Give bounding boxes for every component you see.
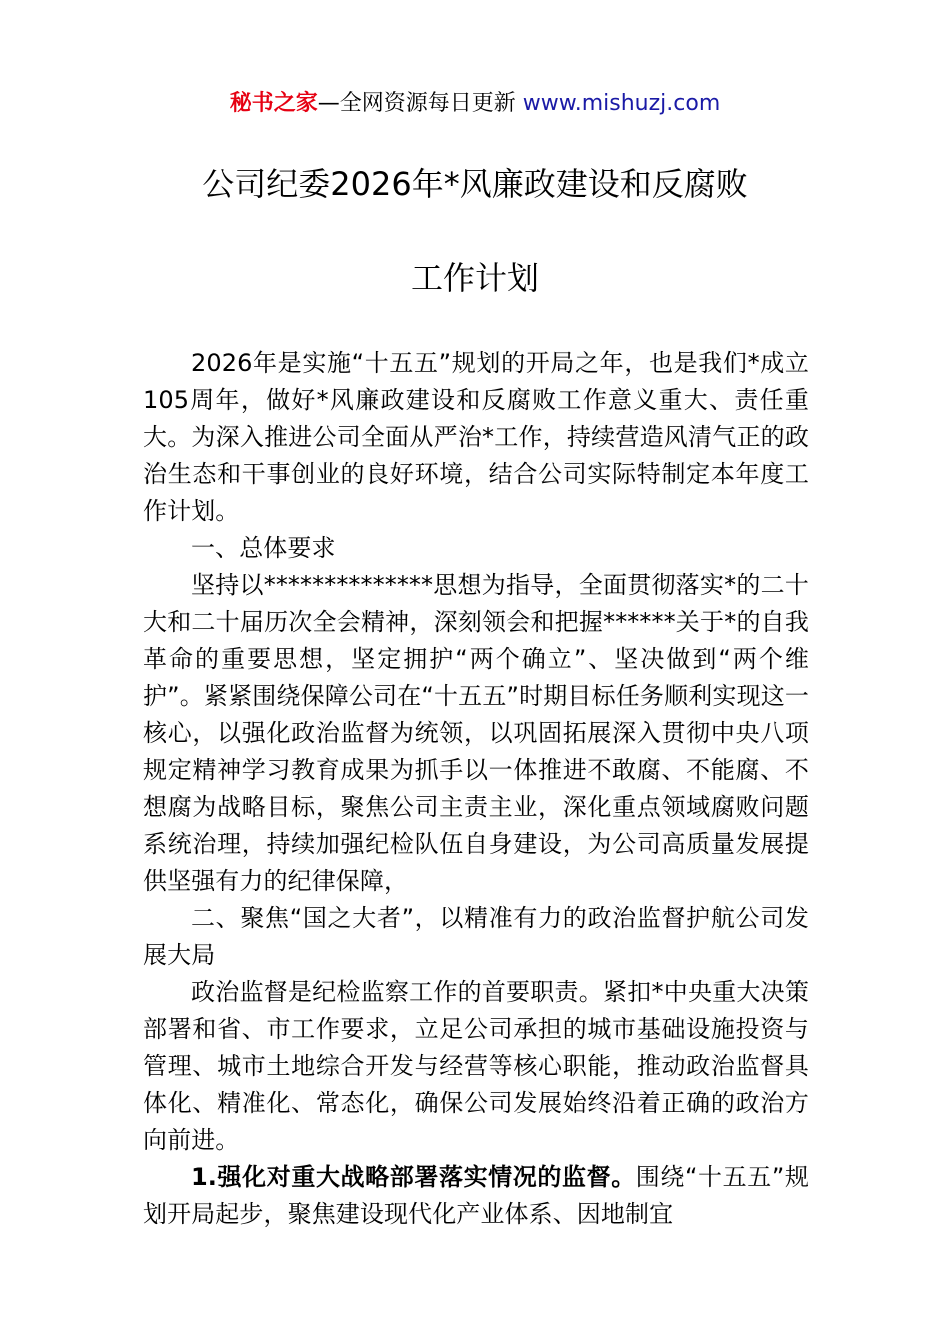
paragraph-general-requirements: 坚持以**************思想为指导，全面贯彻落实*的二十大和二十届历次全会精神，深刻领会和把握******关于*的自我革命的重要思想，坚定拥护“两个确立”、坚决做到“两个维护”。紧紧围绕保障公司在“十五五”时期目标任务顺利实现这一核心，以强化政治监督为统领，以巩固拓展深入贯彻中央八项规定精神学习教育成果为抓手以一体推进不敢腐、不能腐、不想腐为战略目标，聚焦公司主责主业，深化重点领域腐败问题系统治理，持续加强纪检队伍自身建设，为公司高质量发展提供坚强有力的纪律保障， — [143, 571, 809, 895]
paragraph-intro: 2026年是实施“十五五”规划的开局之年，也是我们*成立105周年，做好*风廉政建设和反腐败工作意义重大、责任重大。为深入推进公司全面从严治*工作，持续营造风清气正的政治生态和干事创业的良好环境，结合公司实际特制定本年度工作计划。 — [143, 349, 809, 525]
site-header-banner — [0, 88, 950, 120]
document-body — [143, 345, 809, 1233]
document-title-line-1: 公司纪委2026年*风廉政建设和反腐败 — [202, 165, 748, 203]
brand-name: 秘书之家 — [229, 91, 318, 116]
paragraph-political-supervision: 政治监督是纪检监察工作的首要职责。紧扣*中央重大决策部署和省、市工作要求，立足公司承担的城市基础设施投资与管理、城市土地综合开发与经营等核心职能，推动政治监督具体化、精准化、常态化，确保公司发展始终沿着正确的政治方向前进。 — [143, 978, 809, 1154]
document-title-line-2: 工作计划 — [410, 259, 539, 297]
section-heading-1: 一、总体要求 — [191, 534, 336, 562]
paragraph-item-1 — [143, 1159, 809, 1233]
item-1-lead: 1.强化对重大战略部署落实情况的监督。 — [191, 1163, 636, 1191]
item-1-text: 围绕“十五五”规划开局起步，聚焦建设现代化产业体系、因地制宜 — [143, 1163, 809, 1228]
section-heading-2: 二、聚焦“国之大者”，以精准有力的政治监督护航公司发展大局 — [143, 904, 809, 969]
site-url-link[interactable]: www.mishuzj.com — [522, 91, 721, 116]
header-slogan: —全网资源每日更新 — [317, 91, 516, 116]
